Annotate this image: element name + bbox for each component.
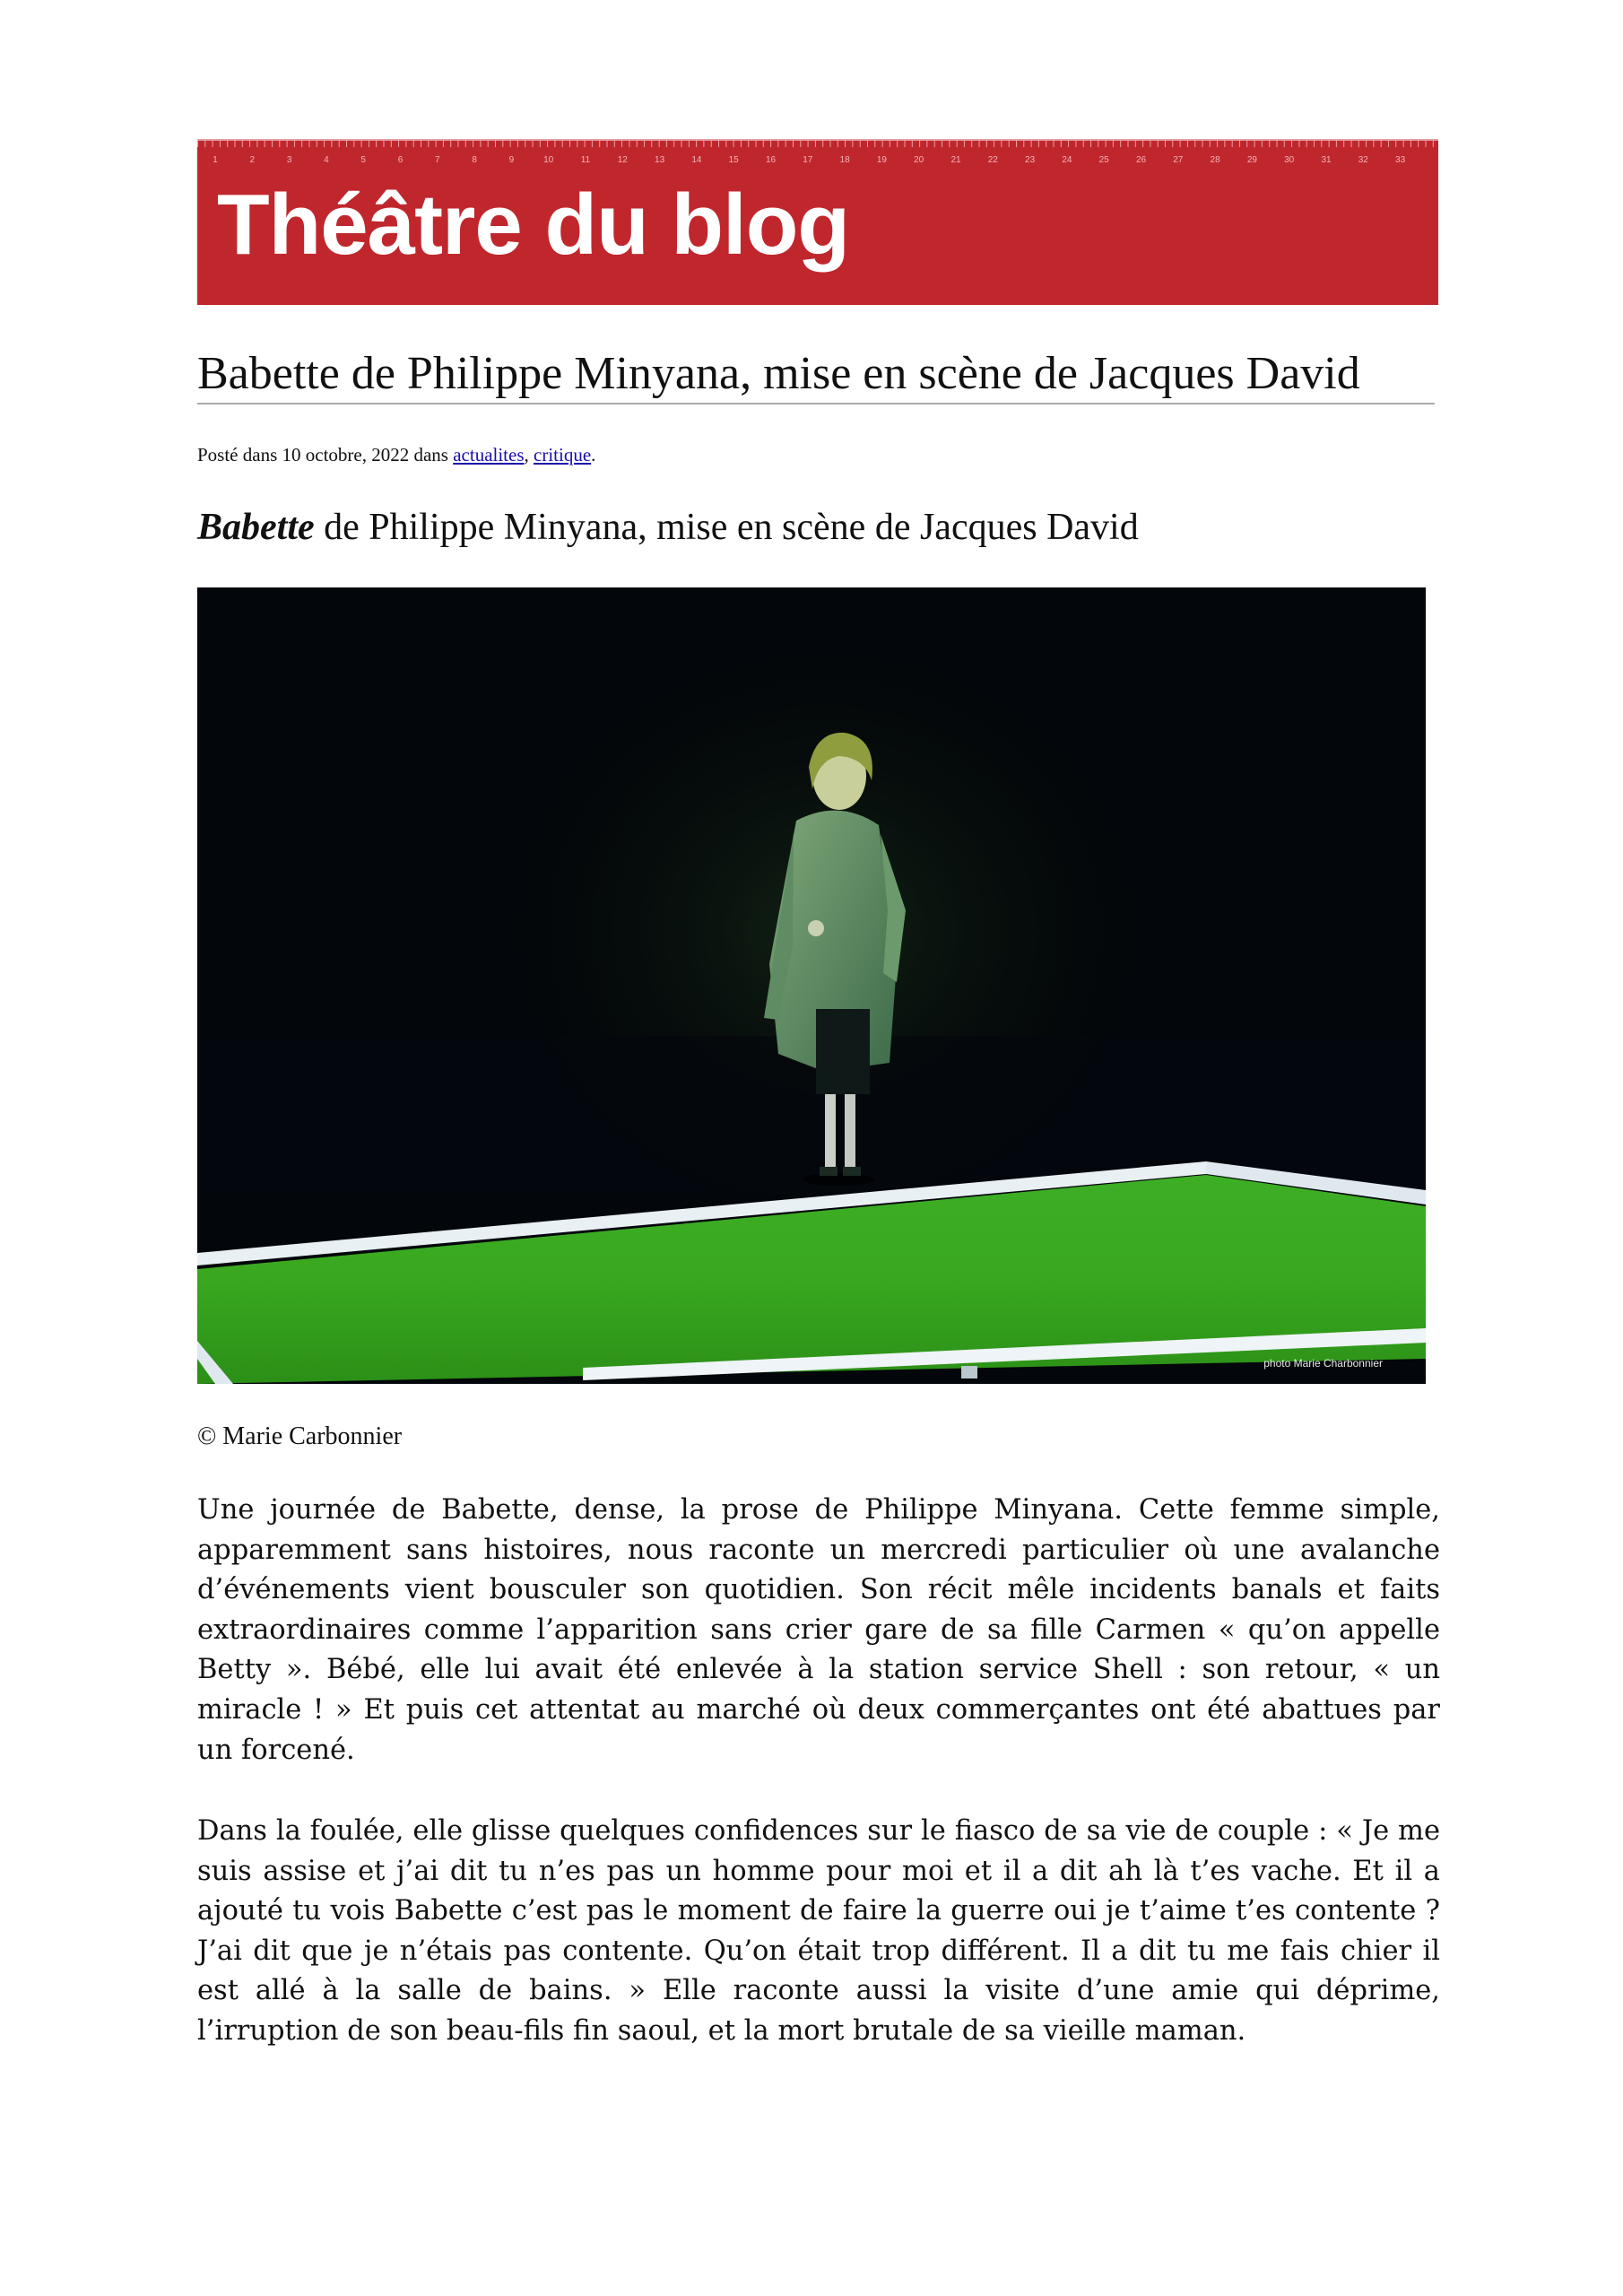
post-meta <box>197 444 595 466</box>
post-title[interactable]: Babette de Philippe Minyana, mise en scène de Jacques David <box>197 348 1435 404</box>
ruler-number: 3 <box>286 155 292 165</box>
ruler-number: 22 <box>987 155 998 165</box>
ruler-number: 4 <box>324 155 329 165</box>
ruler-number: 28 <box>1210 155 1220 165</box>
photo-watermark: photo Marie Charbonnier <box>1263 1357 1383 1370</box>
ruler-number: 31 <box>1321 155 1332 165</box>
ruler-number: 30 <box>1284 155 1295 165</box>
subtitle-play-name: Babette <box>197 507 315 548</box>
meta-period: . <box>591 444 596 465</box>
category-link-critique[interactable]: critique <box>534 444 592 465</box>
ruler-number: 5 <box>360 155 366 165</box>
ruler-number: 27 <box>1173 155 1184 165</box>
article-paragraph-2: Dans la foulée, elle glisse quelques confidences sur le fiasco de sa vie de couple : « Je me suis assise et j’ai dit tu n’es pas un homme pour moi et il a dit ah là t’es vache. Et il a ajouté tu vois Babette c’est pas le moment de faire la guerre oui je t’aime t’es contente ? J’ai dit que je n’étais pas contente. Qu’on était trop différent. Il a dit tu me fais chier il est allé à la salle de bains. » Elle raconte aussi la visite d’une amie qui déprime, l’irruption de son beau-fils fin saoul, et la mort brutale de sa vieille maman. <box>197 1815 1440 2047</box>
ruler-number: 1 <box>213 155 218 165</box>
ruler-number: 24 <box>1062 155 1072 165</box>
category-separator: , <box>524 444 534 465</box>
ruler-number: 15 <box>728 155 739 165</box>
ruler-number: 11 <box>580 155 591 165</box>
ruler-number: 23 <box>1025 155 1036 165</box>
article-paragraph-1: Une journée de Babette, dense, la prose de Philippe Minyana. Cette femme simple, apparemment sans histoires, nous raconte un mercredi particulier où une avalanche d’événements vient bousculer son quotidien. Son récit mêle incidents banals et faits extraordinaires comme l’apparition sans crier gare de sa fille Carmen « qu’on appelle Betty ». Bébé, elle lui avait été enlevée à la station service Shell : son retour, « un miracle ! » Et puis cet attentat au marché où deux commerçantes ont été abattues par un forcené. <box>197 1494 1440 1766</box>
ruler-number: 33 <box>1395 155 1406 165</box>
ruler-number: 32 <box>1358 155 1368 165</box>
ruler-number: 7 <box>435 155 440 165</box>
banner-ruler <box>197 139 1438 171</box>
ruler-number: 21 <box>950 155 961 165</box>
ruler-number: 6 <box>397 155 404 165</box>
site-title[interactable]: Théâtre du blog <box>217 177 849 273</box>
ruler-number: 14 <box>691 155 702 165</box>
production-photo <box>197 587 1426 1384</box>
stage-scene-illustration <box>197 587 1426 1384</box>
ruler-number: 26 <box>1135 155 1147 165</box>
ruler-number: 20 <box>914 155 924 165</box>
ruler-number: 12 <box>617 155 628 165</box>
ruler-number: 19 <box>876 155 887 165</box>
article-subtitle <box>197 505 1139 550</box>
ruler-number: 10 <box>543 155 554 165</box>
ruler-number: 17 <box>803 155 813 165</box>
ruler-number: 9 <box>508 155 515 165</box>
photo-caption: © Marie Carbonnier <box>197 1422 403 1450</box>
ruler-number: 25 <box>1098 155 1109 165</box>
ruler-number: 13 <box>655 155 665 165</box>
ruler-number: 29 <box>1246 155 1257 165</box>
ruler-number: 2 <box>249 155 256 165</box>
post-date-text: Posté dans 10 octobre, 2022 dans <box>197 444 454 465</box>
ruler-number: 16 <box>765 155 777 165</box>
ruler-number: 18 <box>839 155 850 165</box>
category-link-actualites[interactable]: actualites <box>453 444 525 465</box>
ruler-number: 8 <box>472 155 477 165</box>
subtitle-rest: de Philippe Minyana, mise en scène de Jacques David <box>314 507 1139 548</box>
site-banner[interactable] <box>197 139 1438 305</box>
